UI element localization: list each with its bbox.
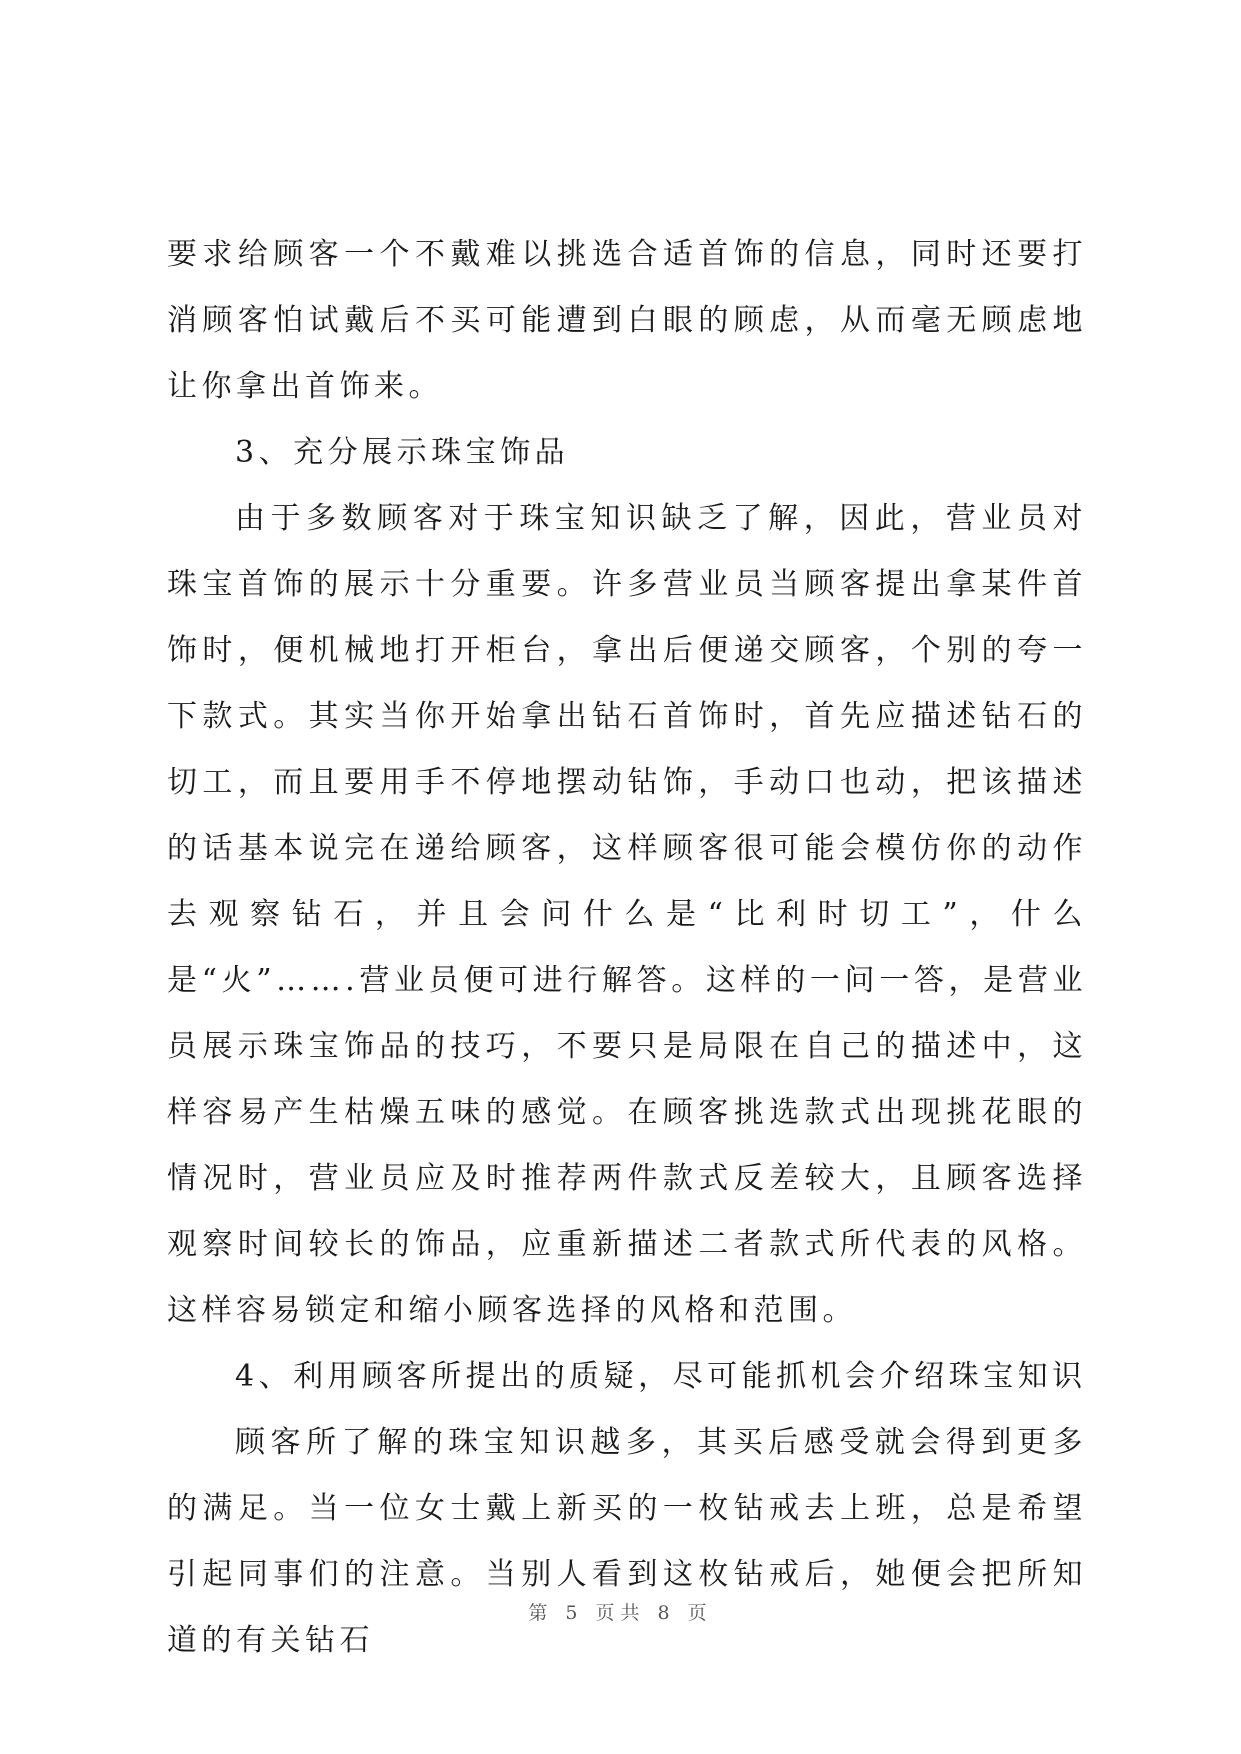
section-heading-4: 4、利用顾客所提出的质疑，尽可能抓机会介绍珠宝知识 [235, 1359, 1087, 1394]
section-heading-3: 3、充分展示珠宝饰品 [235, 435, 570, 470]
paragraph-section-3: 由于多数顾客对于珠宝知识缺乏了解，因此，营业员对珠宝首饰的展示十分重要。许多营业员当顾客提出拿某件首饰时，便机械地打开柜台，拿出后便递交顾客，个别的夸一下款式。其实当你开始拿出钻石首饰时，首先应描述钻石的切工，而且要用手不停地摆动钻饰，手动口也动，把该描述的话基本说完在递给顾客，这样顾客很可能会模仿你的动作去观察钻石，并且会问什么是“比利时切工”，什么是“火”…….营业员便可进行解答。这样的一问一答，是营业员展示珠宝饰品的技巧，不要只是局限在自己的描述中，这样容易产生枯燥五味的感觉。在顾客挑选款式出现挑花眼的情况时，营业员应及时推荐两件款式反差较大，且顾客选择观察时间较长的饰品，应重新描述二者款式所代表的风格。这样容易锁定和缩小顾客选择的风格和范围。 [167, 501, 1087, 1328]
paragraph-section-4: 顾客所了解的珠宝知识越多，其买后感受就会得到更多的满足。当一位女士戴上新买的一枚钻戒去上班，总是希望引起同事们的注意。当别人看到这枚钻戒后，她便会把所知道的有关钻石 [167, 1425, 1087, 1658]
body-text [167, 222, 1087, 1674]
page-number-footer: 第 5 页共 8 页 [528, 1602, 713, 1624]
paragraph-continuation: 要求给顾客一个不戴难以挑选合适首饰的信息，同时还要打消顾客怕试戴后不买可能遭到白眼的顾虑，从而毫无顾虑地让你拿出首饰来。 [167, 237, 1087, 404]
